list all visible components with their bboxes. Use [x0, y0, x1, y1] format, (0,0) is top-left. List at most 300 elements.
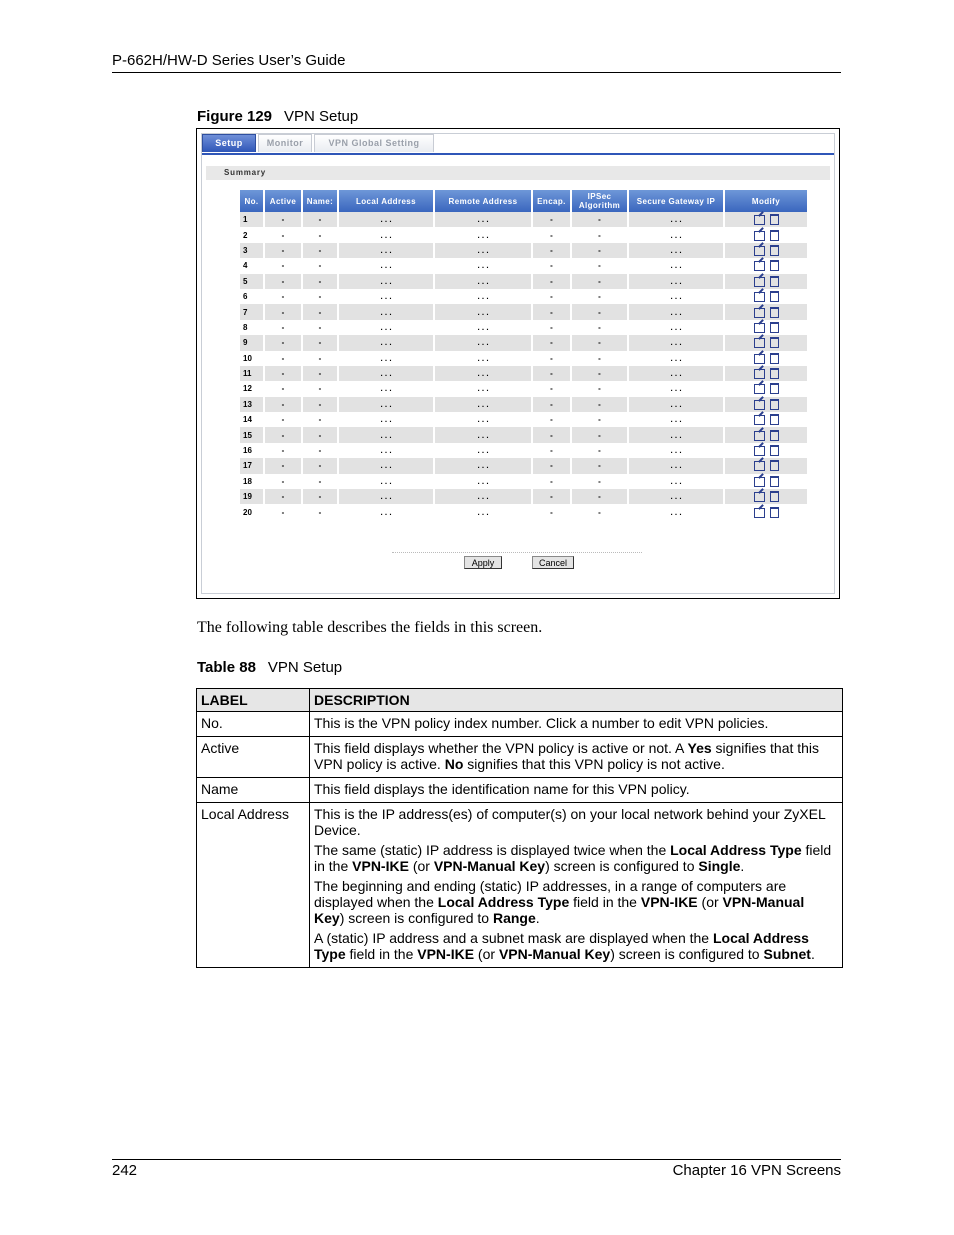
desc-paragraph: [314, 715, 838, 731]
figure-title: VPN Setup: [284, 108, 359, 125]
desc-label: Local Address: [197, 803, 310, 968]
page-number: 242: [112, 1162, 138, 1179]
row-ipsec: -: [598, 261, 601, 271]
desc-run: (or: [697, 894, 723, 910]
table-header-row: [240, 190, 807, 212]
desc-run: This field displays the identification name for this VPN policy.: [314, 781, 690, 797]
row-local-address: . . .: [339, 366, 433, 381]
desc-keyword: Subnet: [763, 946, 811, 962]
row-encap: -: [550, 415, 553, 425]
row-no[interactable]: 5: [240, 274, 263, 289]
desc-run: This is the VPN policy index number. Click a number to edit VPN policies.: [314, 715, 769, 731]
col-encap: Encap.: [533, 190, 570, 212]
chapter-title: Chapter 16 VPN Screens: [672, 1162, 841, 1179]
row-modify: [725, 489, 807, 504]
edit-icon[interactable]: [754, 277, 765, 287]
row-remote-address: . . .: [435, 397, 531, 412]
tab-underline: [202, 153, 834, 155]
table-row: [240, 274, 807, 289]
row-modify: [725, 504, 807, 519]
row-no[interactable]: 14: [243, 415, 252, 425]
row-modify: [725, 304, 807, 319]
col-local-address: Local Address: [339, 190, 433, 212]
row-active: -: [265, 304, 301, 319]
desc-text: [310, 712, 843, 737]
summary-heading: Summary: [206, 166, 830, 180]
desc-run: ) screen is configured to: [339, 910, 493, 926]
row-no[interactable]: 12: [243, 384, 252, 394]
row-name: -: [318, 261, 322, 271]
row-remote-address: . . .: [435, 489, 531, 504]
edit-icon[interactable]: [754, 369, 765, 379]
row-name: -: [318, 230, 322, 240]
row-active: -: [281, 384, 285, 394]
row-ipsec: -: [598, 384, 601, 394]
row-ipsec: -: [572, 212, 627, 227]
desc-run: This field displays whether the VPN policy is active or not. A: [314, 740, 688, 756]
row-local-address: . . .: [339, 458, 433, 473]
desc-run: .: [740, 858, 745, 874]
delete-icon[interactable]: [770, 276, 779, 287]
row-no[interactable]: 19: [240, 489, 263, 504]
delete-icon[interactable]: [770, 307, 779, 318]
row-active: -: [265, 427, 301, 442]
delete-icon[interactable]: [770, 399, 779, 410]
row-modify: [725, 474, 807, 489]
desc-paragraph: [314, 740, 838, 772]
row-active: -: [265, 397, 301, 412]
edit-icon[interactable]: [754, 292, 765, 302]
table-row: [240, 227, 807, 242]
tab-monitor[interactable]: Monitor: [258, 134, 312, 152]
page-header-title: P-662H/HW-D Series User’s Guide: [112, 52, 346, 69]
cancel-button[interactable]: Cancel: [532, 556, 574, 569]
row-name: -: [303, 243, 337, 258]
row-local-address: . . .: [339, 243, 433, 258]
row-name: -: [303, 427, 337, 442]
delete-icon[interactable]: [770, 245, 779, 256]
row-remote-address: . . .: [435, 212, 531, 227]
table-row: [240, 320, 807, 335]
row-ipsec: -: [572, 397, 627, 412]
row-gateway: . . .: [629, 274, 723, 289]
table-row: [197, 778, 843, 803]
table-row: [240, 243, 807, 258]
row-active: -: [265, 212, 301, 227]
row-local-address: . . .: [339, 274, 433, 289]
table-row: [197, 737, 843, 778]
row-name: -: [318, 353, 322, 363]
row-active: -: [281, 261, 285, 271]
col-no: No.: [240, 190, 263, 212]
delete-icon[interactable]: [770, 507, 779, 518]
header-rule: [112, 72, 841, 73]
row-local-address: . . .: [380, 446, 392, 456]
desc-run: field in the: [569, 894, 641, 910]
row-gateway: . . .: [670, 384, 682, 394]
row-encap: -: [550, 507, 553, 517]
row-remote-address: . . .: [435, 427, 531, 442]
row-encap: -: [550, 353, 553, 363]
row-gateway: . . .: [670, 446, 682, 456]
row-remote-address: . . .: [435, 243, 531, 258]
row-active: -: [281, 230, 285, 240]
row-modify: [725, 412, 807, 427]
desc-keyword: VPN-IKE: [352, 858, 409, 874]
row-gateway: . . .: [629, 366, 723, 381]
row-name: -: [318, 292, 322, 302]
delete-icon[interactable]: [770, 291, 779, 302]
row-no[interactable]: 9: [240, 335, 263, 350]
row-gateway: . . .: [670, 230, 682, 240]
row-encap: -: [533, 212, 570, 227]
desc-run: The same (static) IP address is displayed twice when the: [314, 842, 671, 858]
row-modify: [725, 397, 807, 412]
field-description-table: [196, 688, 843, 968]
footer-rule: [112, 1159, 841, 1160]
row-modify: [725, 320, 807, 335]
row-local-address: . . .: [339, 304, 433, 319]
desc-keyword: Local Address Type: [314, 930, 809, 962]
figure-caption: [197, 108, 358, 125]
row-ipsec: -: [598, 507, 601, 517]
desc-paragraph: [314, 842, 838, 874]
row-ipsec: -: [572, 274, 627, 289]
row-modify: [725, 443, 807, 458]
row-encap: -: [550, 230, 553, 240]
row-ipsec: -: [598, 476, 601, 486]
vpn-summary-table: [238, 190, 809, 520]
row-remote-address: . . .: [435, 458, 531, 473]
desc-paragraph: [314, 781, 838, 797]
row-local-address: . . .: [380, 476, 392, 486]
edit-icon[interactable]: [754, 492, 765, 502]
row-remote-address: . . .: [477, 446, 489, 456]
desc-run: ) screen is configured to: [545, 858, 699, 874]
row-ipsec: -: [572, 335, 627, 350]
edit-icon[interactable]: [754, 477, 765, 487]
row-name: -: [303, 212, 337, 227]
desc-keyword: VPN-IKE: [640, 894, 698, 910]
edit-icon[interactable]: [754, 338, 765, 348]
row-active: -: [265, 458, 301, 473]
table-row: [240, 304, 807, 319]
desc-keyword: Local Address Type: [670, 842, 802, 858]
table-row: [240, 412, 807, 427]
vpn-setup-screenshot: [196, 128, 840, 599]
edit-icon[interactable]: [754, 215, 765, 225]
delete-icon[interactable]: [770, 368, 779, 379]
row-modify: [725, 243, 807, 258]
row-name: -: [318, 507, 322, 517]
row-no[interactable]: 16: [243, 446, 252, 456]
row-gateway: . . .: [670, 476, 682, 486]
delete-icon[interactable]: [770, 383, 779, 394]
row-name: -: [303, 304, 337, 319]
row-no[interactable]: 1: [240, 212, 263, 227]
row-gateway: . . .: [629, 489, 723, 504]
row-ipsec: -: [598, 353, 601, 363]
desc-run: The beginning and ending (static) IP addresses, in a range of computers are displayed when the: [314, 878, 787, 910]
desc-paragraph: [314, 806, 838, 838]
desc-run: (or: [408, 858, 434, 874]
row-encap: -: [550, 292, 553, 302]
row-modify: [725, 258, 807, 273]
edit-icon[interactable]: [754, 384, 765, 394]
row-gateway: . . .: [670, 415, 682, 425]
delete-icon[interactable]: [770, 430, 779, 441]
desc-paragraph: [314, 878, 838, 926]
row-remote-address: . . .: [477, 230, 489, 240]
row-encap: -: [550, 446, 553, 456]
row-no[interactable]: 13: [240, 397, 263, 412]
row-active: -: [265, 489, 301, 504]
row-ipsec: -: [572, 366, 627, 381]
table-row: [240, 366, 807, 381]
row-modify: [725, 381, 807, 396]
table-row: [240, 397, 807, 412]
row-gateway: . . .: [629, 427, 723, 442]
delete-icon[interactable]: [770, 353, 779, 364]
row-remote-address: . . .: [477, 353, 489, 363]
row-ipsec: -: [598, 415, 601, 425]
row-ipsec: -: [572, 243, 627, 258]
desc-run: This is the IP address(es) of computer(s) on your local network behind your ZyXEL Device.: [314, 806, 826, 838]
row-gateway: . . .: [670, 322, 682, 332]
row-ipsec: -: [598, 322, 601, 332]
row-local-address: . . .: [380, 230, 392, 240]
desc-run: field in the: [314, 842, 832, 874]
row-no[interactable]: 8: [243, 322, 248, 332]
row-remote-address: . . .: [435, 366, 531, 381]
desc-keyword: VPN-IKE: [417, 946, 475, 962]
col-remote-address: Remote Address: [435, 190, 531, 212]
table-caption: [197, 659, 342, 676]
desc-keyword: Range: [492, 910, 536, 926]
row-ipsec: -: [572, 458, 627, 473]
desc-keyword: Single: [698, 858, 741, 874]
table-row: [240, 351, 807, 366]
row-remote-address: . . .: [435, 304, 531, 319]
row-no[interactable]: 15: [240, 427, 263, 442]
row-encap: -: [533, 304, 570, 319]
apply-button[interactable]: Apply: [464, 556, 502, 569]
desc-text: [310, 803, 843, 968]
desc-label: Name: [197, 778, 310, 803]
col-active: Active: [265, 190, 301, 212]
row-no[interactable]: 17: [240, 458, 263, 473]
row-no[interactable]: 11: [240, 366, 263, 381]
row-name: -: [303, 458, 337, 473]
delete-icon[interactable]: [770, 337, 779, 348]
row-modify: [725, 351, 807, 366]
row-no[interactable]: 3: [240, 243, 263, 258]
delete-icon[interactable]: [770, 414, 779, 425]
desc-run: .: [810, 946, 815, 962]
row-active: -: [281, 292, 285, 302]
delete-icon[interactable]: [770, 476, 779, 487]
row-name: -: [303, 274, 337, 289]
delete-icon[interactable]: [770, 445, 779, 456]
edit-icon[interactable]: [754, 431, 765, 441]
edit-icon[interactable]: [754, 231, 765, 241]
desc-paragraph: [314, 930, 838, 962]
row-no[interactable]: 20: [243, 507, 252, 517]
row-active: -: [281, 476, 285, 486]
delete-icon[interactable]: [770, 260, 779, 271]
screen-panel: [201, 133, 835, 594]
table-row: [240, 212, 807, 227]
col-modify: Modify: [725, 190, 807, 212]
row-encap: -: [550, 322, 553, 332]
row-no[interactable]: 6: [243, 292, 248, 302]
desc-keyword: Local Address Type: [437, 894, 570, 910]
table-row: [240, 258, 807, 273]
row-ipsec: -: [598, 230, 601, 240]
row-encap: -: [533, 335, 570, 350]
table-number: Table 88: [197, 659, 256, 676]
row-encap: -: [533, 243, 570, 258]
row-gateway: . . .: [629, 243, 723, 258]
row-local-address: . . .: [380, 322, 392, 332]
col-secure-gateway-ip: Secure Gateway IP: [629, 190, 723, 212]
edit-icon[interactable]: [754, 415, 765, 425]
row-name: -: [318, 322, 322, 332]
row-local-address: . . .: [380, 415, 392, 425]
delete-icon[interactable]: [770, 491, 779, 502]
row-encap: -: [550, 384, 553, 394]
row-modify: [725, 458, 807, 473]
row-ipsec: -: [572, 427, 627, 442]
row-encap: -: [550, 261, 553, 271]
desc-keyword: Yes: [687, 740, 712, 756]
row-remote-address: . . .: [477, 507, 489, 517]
row-local-address: . . .: [339, 427, 433, 442]
row-no[interactable]: 18: [243, 476, 252, 486]
row-name: -: [318, 415, 322, 425]
edit-icon[interactable]: [754, 354, 765, 364]
tab-bar: [202, 134, 436, 153]
edit-icon[interactable]: [754, 323, 765, 333]
edit-icon[interactable]: [754, 400, 765, 410]
row-remote-address: . . .: [477, 261, 489, 271]
row-encap: -: [533, 489, 570, 504]
table-row: [240, 289, 807, 304]
desc-header-description: DESCRIPTION: [310, 689, 843, 712]
figure-number: Figure 129: [197, 108, 273, 125]
table-row: [240, 504, 807, 519]
row-ipsec: -: [598, 446, 601, 456]
row-encap: -: [550, 476, 553, 486]
tab-vpn-global-setting[interactable]: VPN Global Setting: [314, 134, 434, 152]
row-name: -: [318, 446, 322, 456]
row-encap: -: [533, 366, 570, 381]
desc-text: [310, 737, 843, 778]
row-modify: [725, 427, 807, 442]
desc-run: (or: [474, 946, 499, 962]
row-modify: [725, 335, 807, 350]
table-row: [240, 443, 807, 458]
edit-icon[interactable]: [754, 508, 765, 518]
row-local-address: . . .: [339, 397, 433, 412]
table-row: [240, 458, 807, 473]
row-no[interactable]: 10: [243, 353, 252, 363]
row-local-address: . . .: [339, 489, 433, 504]
row-name: -: [318, 384, 322, 394]
row-name: -: [303, 397, 337, 412]
row-name: -: [303, 489, 337, 504]
row-active: -: [265, 335, 301, 350]
tab-setup[interactable]: Setup: [202, 134, 256, 152]
row-modify: [725, 274, 807, 289]
desc-label: No.: [197, 712, 310, 737]
row-local-address: . . .: [339, 335, 433, 350]
desc-header-label: LABEL: [197, 689, 310, 712]
delete-icon[interactable]: [770, 230, 779, 241]
row-active: -: [281, 446, 285, 456]
desc-run: signifies that this VPN policy is not active.: [463, 756, 725, 772]
row-no[interactable]: 4: [243, 261, 248, 271]
row-active: -: [281, 415, 285, 425]
row-gateway: . . .: [629, 335, 723, 350]
row-name: -: [303, 366, 337, 381]
row-gateway: . . .: [670, 353, 682, 363]
row-active: -: [281, 507, 285, 517]
row-name: -: [303, 335, 337, 350]
row-modify: [725, 227, 807, 242]
row-gateway: . . .: [629, 304, 723, 319]
row-remote-address: . . .: [477, 322, 489, 332]
intro-paragraph: The following table describes the fields in this screen.: [197, 619, 543, 636]
row-gateway: . . .: [629, 458, 723, 473]
delete-icon[interactable]: [770, 460, 779, 471]
desc-text: [310, 778, 843, 803]
delete-icon[interactable]: [770, 214, 779, 225]
table-row: [240, 335, 807, 350]
desc-run: A (static) IP address and a subnet mask are displayed when the: [314, 930, 713, 946]
edit-icon[interactable]: [754, 461, 765, 471]
edit-icon[interactable]: [754, 446, 765, 456]
table-row: [240, 381, 807, 396]
edit-icon[interactable]: [754, 261, 765, 271]
edit-icon[interactable]: [754, 308, 765, 318]
desc-run: signifies that this VPN policy is active.: [314, 740, 820, 772]
row-encap: -: [533, 397, 570, 412]
button-divider: [392, 552, 642, 553]
row-local-address: . . .: [380, 292, 392, 302]
row-local-address: . . .: [380, 507, 392, 517]
row-gateway: . . .: [670, 292, 682, 302]
desc-keyword: VPN-Manual Key: [498, 946, 611, 962]
row-gateway: . . .: [670, 507, 682, 517]
delete-icon[interactable]: [770, 322, 779, 333]
table-row: [240, 427, 807, 442]
row-remote-address: . . .: [435, 274, 531, 289]
row-no[interactable]: 2: [243, 230, 248, 240]
desc-header-row: [197, 689, 843, 712]
edit-icon[interactable]: [754, 246, 765, 256]
row-encap: -: [533, 458, 570, 473]
row-no[interactable]: 7: [240, 304, 263, 319]
row-active: -: [281, 353, 285, 363]
desc-keyword: VPN-Manual Key: [433, 858, 546, 874]
row-gateway: . . .: [670, 261, 682, 271]
desc-keyword: No: [444, 756, 464, 772]
row-remote-address: . . .: [477, 415, 489, 425]
table-row: [240, 474, 807, 489]
row-active: -: [265, 274, 301, 289]
row-remote-address: . . .: [477, 384, 489, 394]
